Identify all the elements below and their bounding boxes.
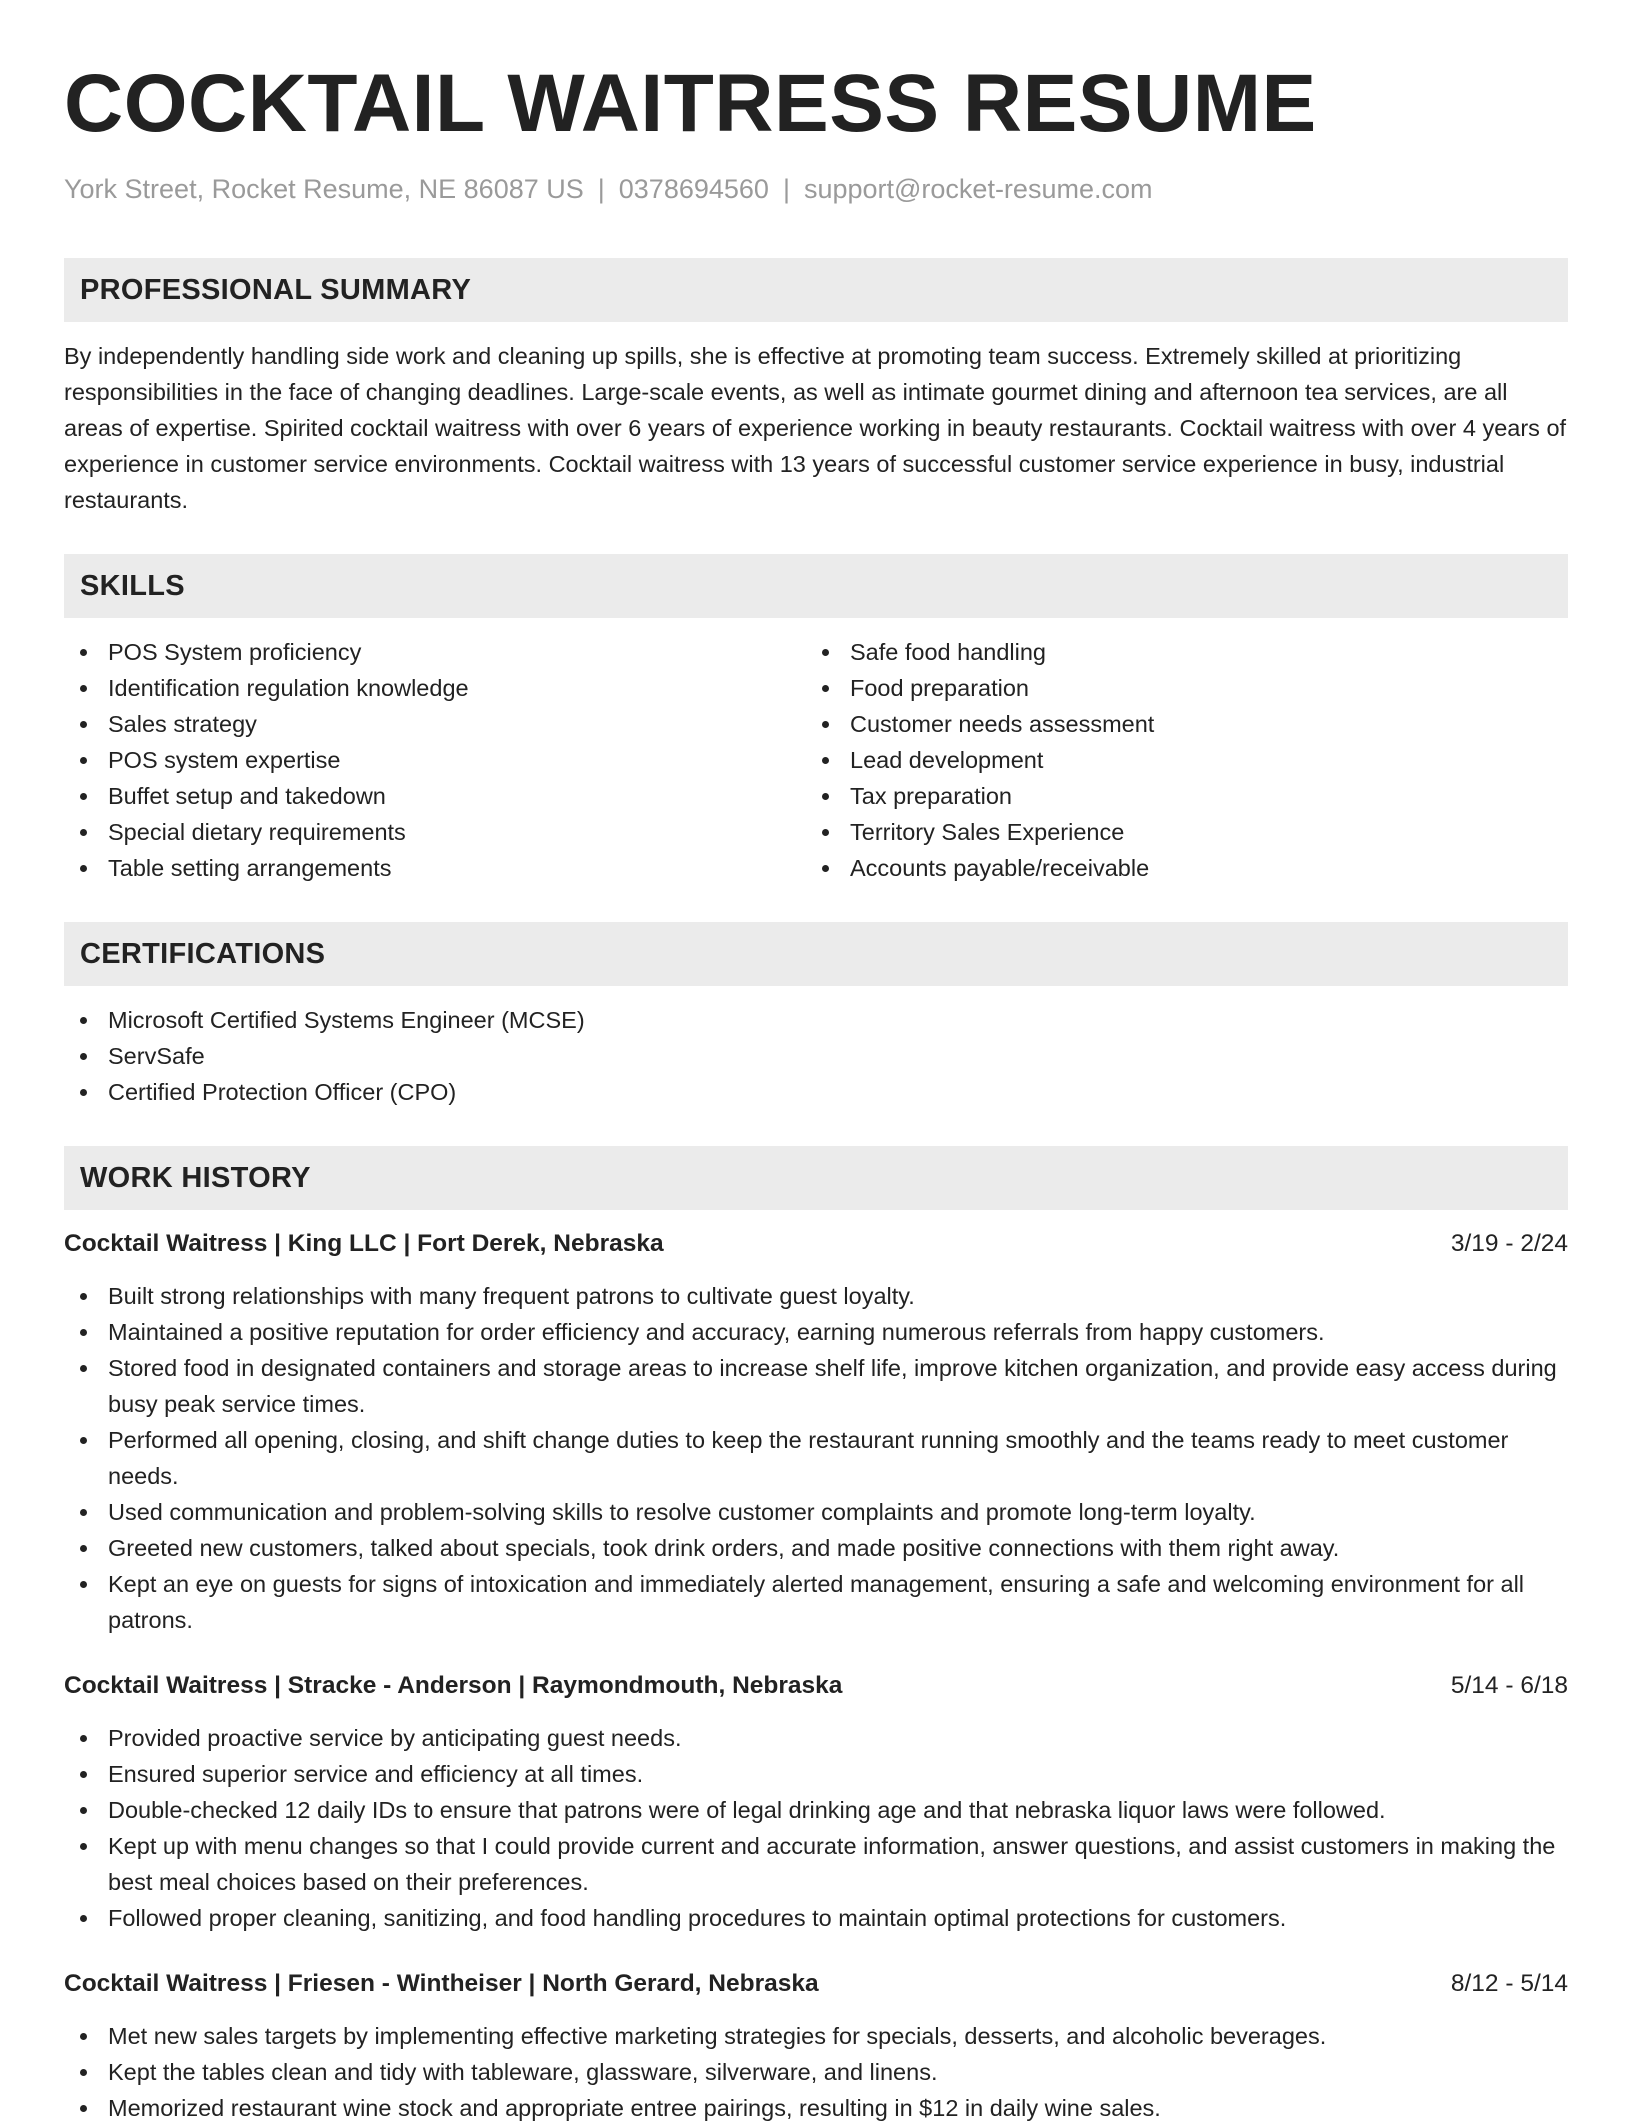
job-entry [64, 1226, 1568, 1638]
job-bullet-text: Stored food in designated containers and storage areas to increase shelf life, improve kitchen organization, and provide easy access during busy peak service times. [108, 1355, 1557, 1417]
section-title-work-history: WORK HISTORY [80, 1161, 311, 1194]
skill-item [64, 706, 806, 742]
job-bullet [64, 1792, 1568, 1828]
job-dates: 5/14 - 6/18 [1450, 1672, 1568, 1699]
skill-item [64, 814, 806, 850]
resume-title: COCKTAIL WAITRESS RESUME [64, 58, 1317, 149]
job-bullet-text: Double-checked 12 daily IDs to ensure that patrons were of legal drinking age and that nebraska liquor laws were followed. [108, 1797, 1386, 1823]
job-bullet-text: Ensured superior service and efficiency at all times. [108, 1761, 644, 1787]
bullet-dot-icon [80, 757, 87, 764]
job-entry [64, 1966, 1568, 2126]
bullet-dot-icon [822, 865, 829, 872]
job-bullet-text: Met new sales targets by implementing effective marketing strategies for specials, desserts, and alcoholic beverages. [108, 2023, 1327, 2049]
job-title: Cocktail Waitress | King LLC | Fort Derek, Nebraska [64, 1230, 664, 1257]
skill-item-text: POS System proficiency [108, 639, 362, 665]
job-bullet-text: Kept up with menu changes so that I could provide current and accurate information, answer questions, and assist customers in making the best meal choices based on their preferences. [108, 1833, 1556, 1895]
bullet-dot-icon [80, 1053, 87, 1060]
certification-item [64, 1074, 1568, 1110]
bullet-dot-icon [80, 1017, 87, 1024]
job-entry [64, 1668, 1568, 1936]
skill-item [806, 778, 1548, 814]
bullet-dot-icon [80, 1807, 87, 1814]
job-header [64, 1226, 1568, 1262]
bullet-dot-icon [80, 1365, 87, 1372]
bullet-dot-icon [80, 1771, 87, 1778]
skill-item-text: Customer needs assessment [850, 711, 1155, 737]
job-dates: 8/12 - 5/14 [1450, 1970, 1568, 1997]
contact-line [64, 172, 1568, 206]
skill-item [64, 742, 806, 778]
bullet-dot-icon [80, 793, 87, 800]
skill-item-text: Tax preparation [850, 783, 1012, 809]
job-bullet [64, 1350, 1568, 1422]
bullet-dot-icon [80, 2033, 87, 2040]
job-bullet [64, 1566, 1568, 1638]
job-bullet [64, 1278, 1568, 1314]
contact-separator: | [597, 174, 605, 204]
bullet-dot-icon [80, 1089, 87, 1096]
bullet-dot-icon [80, 1437, 87, 1444]
job-bullet [64, 1720, 1568, 1756]
bullet-dot-icon [80, 1735, 87, 1742]
job-bullet [64, 1494, 1568, 1530]
job-bullet [64, 1900, 1568, 1936]
skill-item-text: Special dietary requirements [108, 819, 406, 845]
job-bullet [64, 2054, 1568, 2090]
skill-item-text: Identification regulation knowledge [108, 675, 469, 701]
job-bullet-text: Maintained a positive reputation for order efficiency and accuracy, earning numerous referrals from happy customers. [108, 1319, 1325, 1345]
certification-item-text: Microsoft Certified Systems Engineer (MCSE) [108, 1007, 585, 1033]
skill-item-text: Sales strategy [108, 711, 257, 737]
bullet-dot-icon [80, 1843, 87, 1850]
skill-item [806, 742, 1548, 778]
job-bullets [64, 1278, 1568, 1638]
section-title-certifications: CERTIFICATIONS [80, 937, 326, 970]
job-bullets [64, 1720, 1568, 1936]
skill-item [64, 670, 806, 706]
bullet-dot-icon [822, 685, 829, 692]
bullet-dot-icon [80, 1329, 87, 1336]
skill-item [806, 634, 1548, 670]
contact-separator: | [782, 174, 790, 204]
contact-phone: 0378694560 [618, 174, 769, 204]
skills-grid [64, 634, 1568, 886]
job-bullet-text: Built strong relationships with many frequent patrons to cultivate guest loyalty. [108, 1283, 915, 1309]
bullet-dot-icon [822, 757, 829, 764]
bullet-dot-icon [80, 649, 87, 656]
bullet-dot-icon [80, 1293, 87, 1300]
bullet-dot-icon [80, 685, 87, 692]
skill-item-text: Buffet setup and takedown [108, 783, 386, 809]
certification-item-text: Certified Protection Officer (CPO) [108, 1079, 457, 1105]
skill-item [64, 850, 806, 886]
bullet-dot-icon [822, 649, 829, 656]
job-bullet [64, 1314, 1568, 1350]
job-header [64, 1966, 1568, 2002]
bullet-dot-icon [80, 1545, 87, 1552]
job-bullets [64, 2018, 1568, 2126]
section-header-work-history [64, 1146, 1568, 1210]
bullet-dot-icon [80, 2069, 87, 2076]
job-bullet [64, 2090, 1568, 2126]
skill-item [806, 814, 1548, 850]
section-title-summary: PROFESSIONAL SUMMARY [80, 273, 472, 306]
contact-address: York Street, Rocket Resume, NE 86087 US [64, 174, 584, 204]
job-header [64, 1668, 1568, 1704]
certification-item [64, 1002, 1568, 1038]
skill-item-text: Accounts payable/receivable [850, 855, 1150, 881]
summary-text: By independently handling side work and cleaning up spills, she is effective at promoting team success. Extremely skilled at prioritizing responsibilities in the face of changing deadlines. Large-scale events, as well as intimate gourmet dining and afternoon tea services, are all areas of expertise. Spirited cocktail waitress with over 6 years of experience working in beauty restaurants. Cocktail waitress with over 4 years of experience in customer service environments. Cocktail waitress with 13 years of successful customer service experience in busy, industrial restaurants. [64, 343, 1567, 513]
bullet-dot-icon [822, 721, 829, 728]
job-bullet-text: Greeted new customers, talked about specials, took drink orders, and made positive connections with them right away. [108, 1535, 1340, 1561]
section-header-summary [64, 258, 1568, 322]
certification-item-text: ServSafe [108, 1043, 205, 1069]
job-bullet [64, 1828, 1568, 1900]
job-bullet [64, 1530, 1568, 1566]
job-title: Cocktail Waitress | Stracke - Anderson | Raymondmouth, Nebraska [64, 1672, 843, 1699]
skill-item [64, 634, 806, 670]
bullet-dot-icon [80, 2105, 87, 2112]
skills-list-right [806, 634, 1548, 886]
skill-item [64, 778, 806, 814]
job-bullet-text: Kept an eye on guests for signs of intoxication and immediately alerted management, ensuring a safe and welcoming environment for all patrons. [108, 1571, 1525, 1633]
bullet-dot-icon [822, 829, 829, 836]
contact-email[interactable]: support@rocket-resume.com [803, 174, 1153, 204]
skill-item-text: POS system expertise [108, 747, 341, 773]
job-bullet-text: Provided proactive service by anticipating guest needs. [108, 1725, 682, 1751]
job-bullet-text: Memorized restaurant wine stock and appropriate entree pairings, resulting in $12 in daily wine sales. [108, 2095, 1161, 2121]
job-bullet-text: Followed proper cleaning, sanitizing, and food handling procedures to maintain optimal protections for customers. [108, 1905, 1287, 1931]
job-bullet-text: Performed all opening, closing, and shift change duties to keep the restaurant running smoothly and the teams ready to meet customer needs. [108, 1427, 1509, 1489]
job-bullet [64, 1422, 1568, 1494]
bullet-dot-icon [822, 793, 829, 800]
skill-item [806, 670, 1548, 706]
bullet-dot-icon [80, 829, 87, 836]
resume-page [64, 56, 1568, 2126]
certifications-list [64, 1002, 1568, 1110]
skill-item-text: Safe food handling [850, 639, 1046, 665]
bullet-dot-icon [80, 1509, 87, 1516]
job-bullet [64, 1756, 1568, 1792]
skill-item [806, 850, 1548, 886]
skill-item-text: Territory Sales Experience [850, 819, 1125, 845]
skill-item-text: Lead development [850, 747, 1044, 773]
section-header-skills [64, 554, 1568, 618]
skill-item [806, 706, 1548, 742]
section-title-skills: SKILLS [80, 569, 185, 602]
bullet-dot-icon [80, 865, 87, 872]
bullet-dot-icon [80, 1581, 87, 1588]
bullet-dot-icon [80, 1915, 87, 1922]
skills-list-left [64, 634, 806, 886]
job-bullet [64, 2018, 1568, 2054]
job-title: Cocktail Waitress | Friesen - Wintheiser | North Gerard, Nebraska [64, 1970, 819, 1997]
section-header-certifications [64, 922, 1568, 986]
job-dates: 3/19 - 2/24 [1450, 1230, 1568, 1257]
skill-item-text: Food preparation [850, 675, 1029, 701]
skill-item-text: Table setting arrangements [108, 855, 392, 881]
certification-item [64, 1038, 1568, 1074]
bullet-dot-icon [80, 721, 87, 728]
job-bullet-text: Used communication and problem-solving skills to resolve customer complaints and promote long-term loyalty. [108, 1499, 1256, 1525]
job-bullet-text: Kept the tables clean and tidy with tableware, glassware, silverware, and linens. [108, 2059, 938, 2085]
